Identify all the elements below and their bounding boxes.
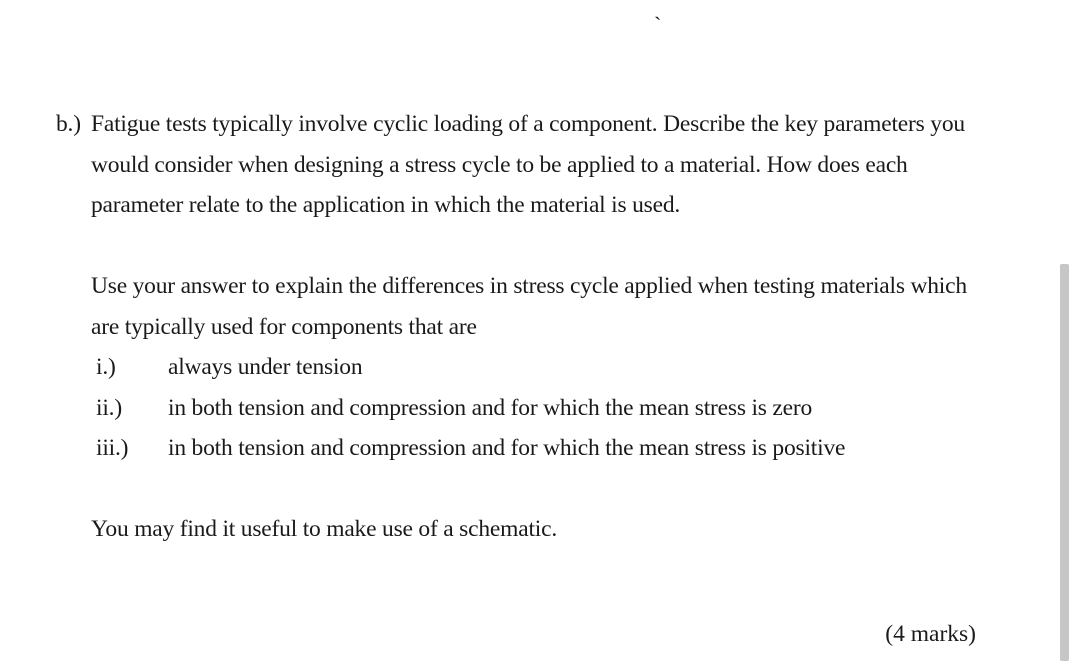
list-item-number: ii.) [96,394,122,421]
list-item [91,388,976,429]
question-paragraph-3: You may find it useful to make use of a schematic. [91,516,558,542]
list-item [91,428,976,469]
list-item-text: always under tension [168,354,363,380]
list-item-number: i.) [96,354,116,380]
list-item [91,347,976,388]
question-b [56,104,976,550]
stray-mark: ` [654,12,662,37]
sub-question-list [91,347,976,469]
question-label: b.) [56,111,81,137]
question-row [56,104,976,550]
list-item-number: iii.) [96,435,129,461]
question-body [91,104,976,550]
marks-label: (4 marks) [885,621,976,647]
question-paragraph-1: Fatigue tests typically involve cyclic loading of a component. Describe the key parameters you would consider when designing a stress cycle to be applied to a material. How does each parameter relate to the application in which the material is used. [91,111,965,218]
question-paragraph-2: Use your answer to explain the differences in stress cycle applied when testing materials which are typically used for components that are [91,273,967,340]
vertical-scrollbar[interactable] [1060,264,1069,661]
list-item-text: in both tension and compression and for which the mean stress is zero [168,394,813,421]
list-item-text: in both tension and compression and for which the mean stress is positive [168,435,846,461]
